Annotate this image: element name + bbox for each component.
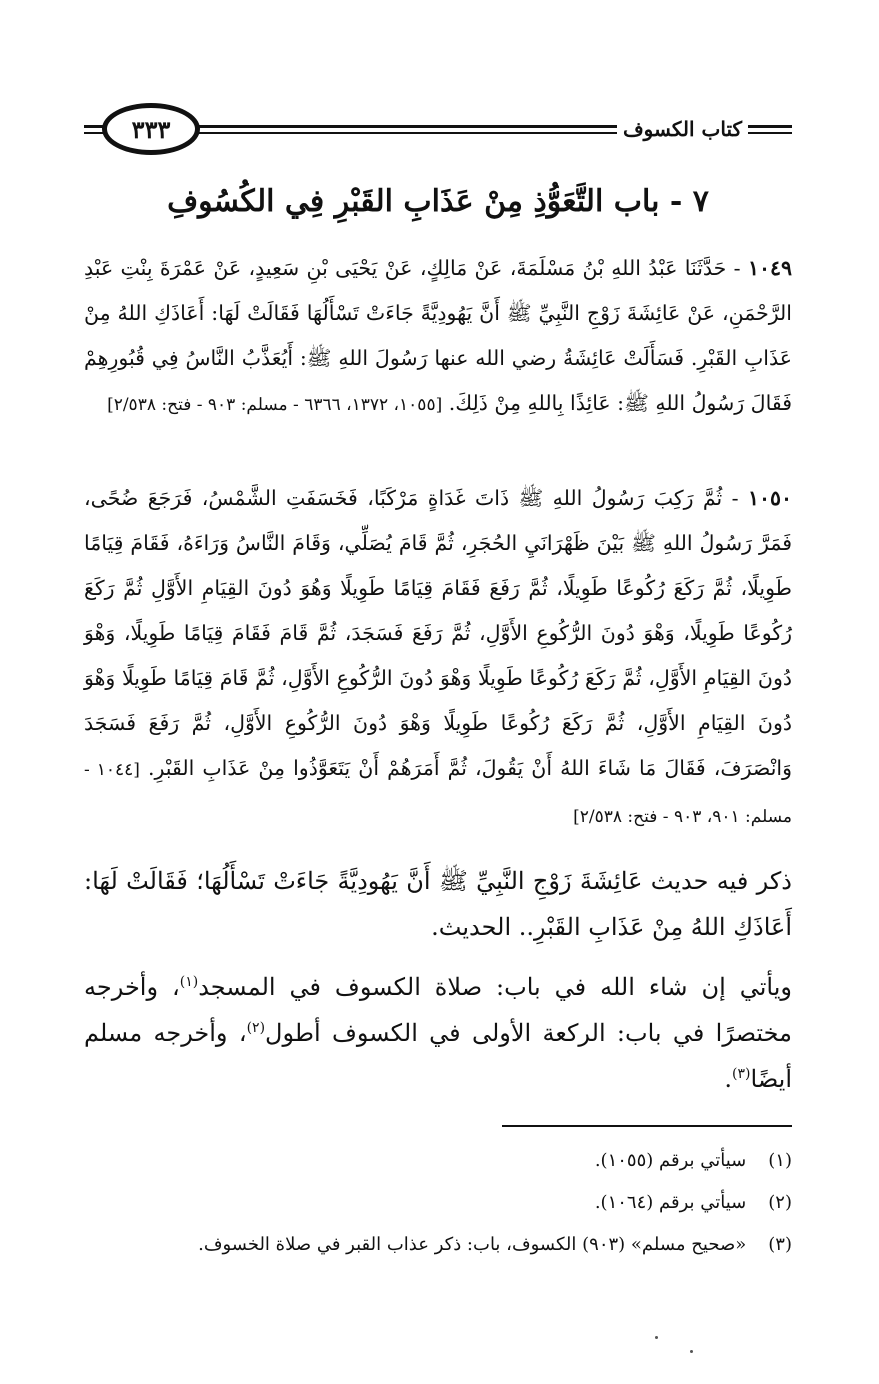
scan-speck: [655, 1336, 658, 1339]
chapter-heading: ٧ - باب التَّعَوُّذِ مِنْ عَذَابِ القَبْرِ فِي الكُسُوفِ: [167, 184, 709, 219]
commentary-text: ويأتي إن شاء الله في باب: صلاة الكسوف في المسجد: [198, 973, 792, 1001]
footnote-text: سيأتي برقم (١٠٥٥).: [594, 1150, 747, 1171]
hadith-dash: -: [726, 256, 741, 280]
page-number: ٣٣٣: [102, 103, 200, 155]
hadith-number: ١٠٤٩: [747, 256, 792, 280]
commentary-text: .: [724, 1065, 733, 1093]
hadith-reference: [١٠٥٥، ١٣٧٢، ٦٣٦٦ - مسلم: ٩٠٣ - فتح: ٢/٥٣٨]: [107, 395, 443, 415]
footnote-item: [84, 1140, 792, 1182]
hadith-1049: [84, 246, 792, 428]
footnote-ref-3[interactable]: (٣): [732, 1066, 751, 1082]
book-title: كتاب الكسوف: [617, 117, 748, 141]
commentary-text: ، وأخرجه مختصرًا في باب: الركعة الأولى في الكسوف أطول: [84, 973, 792, 1047]
footnote-ref-1[interactable]: (١): [179, 974, 199, 990]
footnote-number: (١): [768, 1150, 792, 1171]
scan-speck: [690, 1350, 693, 1353]
hadith-text: ثُمَّ رَكِبَ رَسُولُ اللهِ ﷺ ذَاتَ غَدَاةٍ مَرْكَبًا، فَخَسَفَتِ الشَّمْسُ، فَرَجَعَ ضُحًى، فَمَرَّ رَسُولُ اللهِ ﷺ بَيْنَ ظَهْرَانَيِ الحُجَرِ، ثُمَّ قَامَ يُصَلِّي، وَقَامَ النَّاسُ وَرَاءَهُ، فَقَامَ قِيَامًا طَوِيلًا، ثُمَّ رَكَعَ رُكُوعًا طَوِيلًا، ثُمَّ رَفَعَ فَقَامَ قِيَامًا طَوِيلًا وَهُوَ دُونَ القِيَامِ الأَوَّلِ ثُمَّ رَكَعَ رُكُوعًا طَوِيلًا، وَهْوَ دُونَ الرُّكُوعِ الأَوَّلِ، ثُمَّ رَفَعَ فَسَجَدَ، ثُمَّ قَامَ فَقَامَ قِيَامًا طَوِيلًا، وَهْوَ دُونَ القِيَامِ الأَوَّلِ، ثُمَّ رَكَعَ رُكُوعًا طَوِيلًا وَهْوَ دُونَ الرُّكُوعِ الأَوَّلِ، ثُمَّ قَامَ قِيَامًا طَوِيلًا وَهْوَ دُونَ القِيَامِ الأَوَّلِ، ثُمَّ رَكَعَ رُكُوعًا طَوِيلًا وَهْوَ دُونَ الرُّكُوعِ الأَوَّلِ، ثُمَّ رَفَعَ فَسَجَدَ وَانْصَرَفَ، فَقَالَ مَا شَاءَ اللهُ أَنْ يَقُولَ، ثُمَّ أَمَرَهُمْ أَنْ يَتَعَوَّذُوا مِنْ عَذَابِ القَبْرِ.: [84, 486, 792, 780]
footnote-separator: [502, 1125, 792, 1127]
hadith-reference: [١٠٤٤ - مسلم: ٩٠١، ٩٠٣ - فتح: ٢/٥٣٨]: [84, 760, 792, 827]
commentary-paragraph-1: ذكر فيه حديث عَائِشَةَ زَوْجِ النَّبِيِّ ﷺ أَنَّ يَهُودِيَّةً جَاءَتْ تَسْأَلُهَا؛ فَقَالَتْ لَهَا: أَعَاذَكِ اللهُ مِنْ عَذَابِ القَبْرِ.. الحديث.: [84, 867, 792, 941]
hadith-1050: [84, 476, 792, 840]
hadith-text: حَدَّثَنَا عَبْدُ اللهِ بْنُ مَسْلَمَةَ، عَنْ مَالِكٍ، عَنْ يَحْيَى بْنِ سَعِيدٍ، عَنْ عَمْرَةَ بِنْتِ عَبْدِ الرَّحْمَنِ، عَنْ عَائِشَةَ زَوْجِ النَّبِيِّ ﷺ أَنَّ يَهُودِيَّةً جَاءَتْ تَسْأَلُهَا فَقَالَتْ لَهَا: أَعَاذَكِ اللهُ مِنْ عَذَابِ القَبْرِ. فَسَأَلَتْ عَائِشَةُ رضي الله عنها رَسُولَ اللهِ ﷺ: أَيُعَذَّبُ النَّاسُ فِي قُبُورِهِمْ فَقَالَ رَسُولُ اللهِ ﷺ: عَائِذًا بِاللهِ مِنْ ذَلِكَ.: [84, 256, 792, 415]
footnote-number: (٢): [768, 1192, 792, 1213]
footnotes: [84, 1140, 792, 1266]
hadith-number: ١٠٥٠: [747, 486, 792, 510]
footnote-ref-2[interactable]: (٢): [246, 1020, 266, 1036]
commentary-paragraph-2: [84, 964, 792, 1102]
footnote-number: (٣): [768, 1234, 792, 1255]
commentary-text: ، وأخرجه مسلم أيضًا: [84, 1019, 792, 1093]
footnote-text: «صحيح مسلم» (٩٠٣) الكسوف، باب: ذكر عذاب القبر في صلاة الخسوف.: [198, 1234, 747, 1255]
running-header: [84, 103, 792, 163]
footnote-item: [84, 1224, 792, 1266]
hadith-dash: -: [722, 486, 739, 510]
footnote-item: [84, 1182, 792, 1224]
footnote-text: سيأتي برقم (١٠٦٤).: [594, 1192, 747, 1213]
